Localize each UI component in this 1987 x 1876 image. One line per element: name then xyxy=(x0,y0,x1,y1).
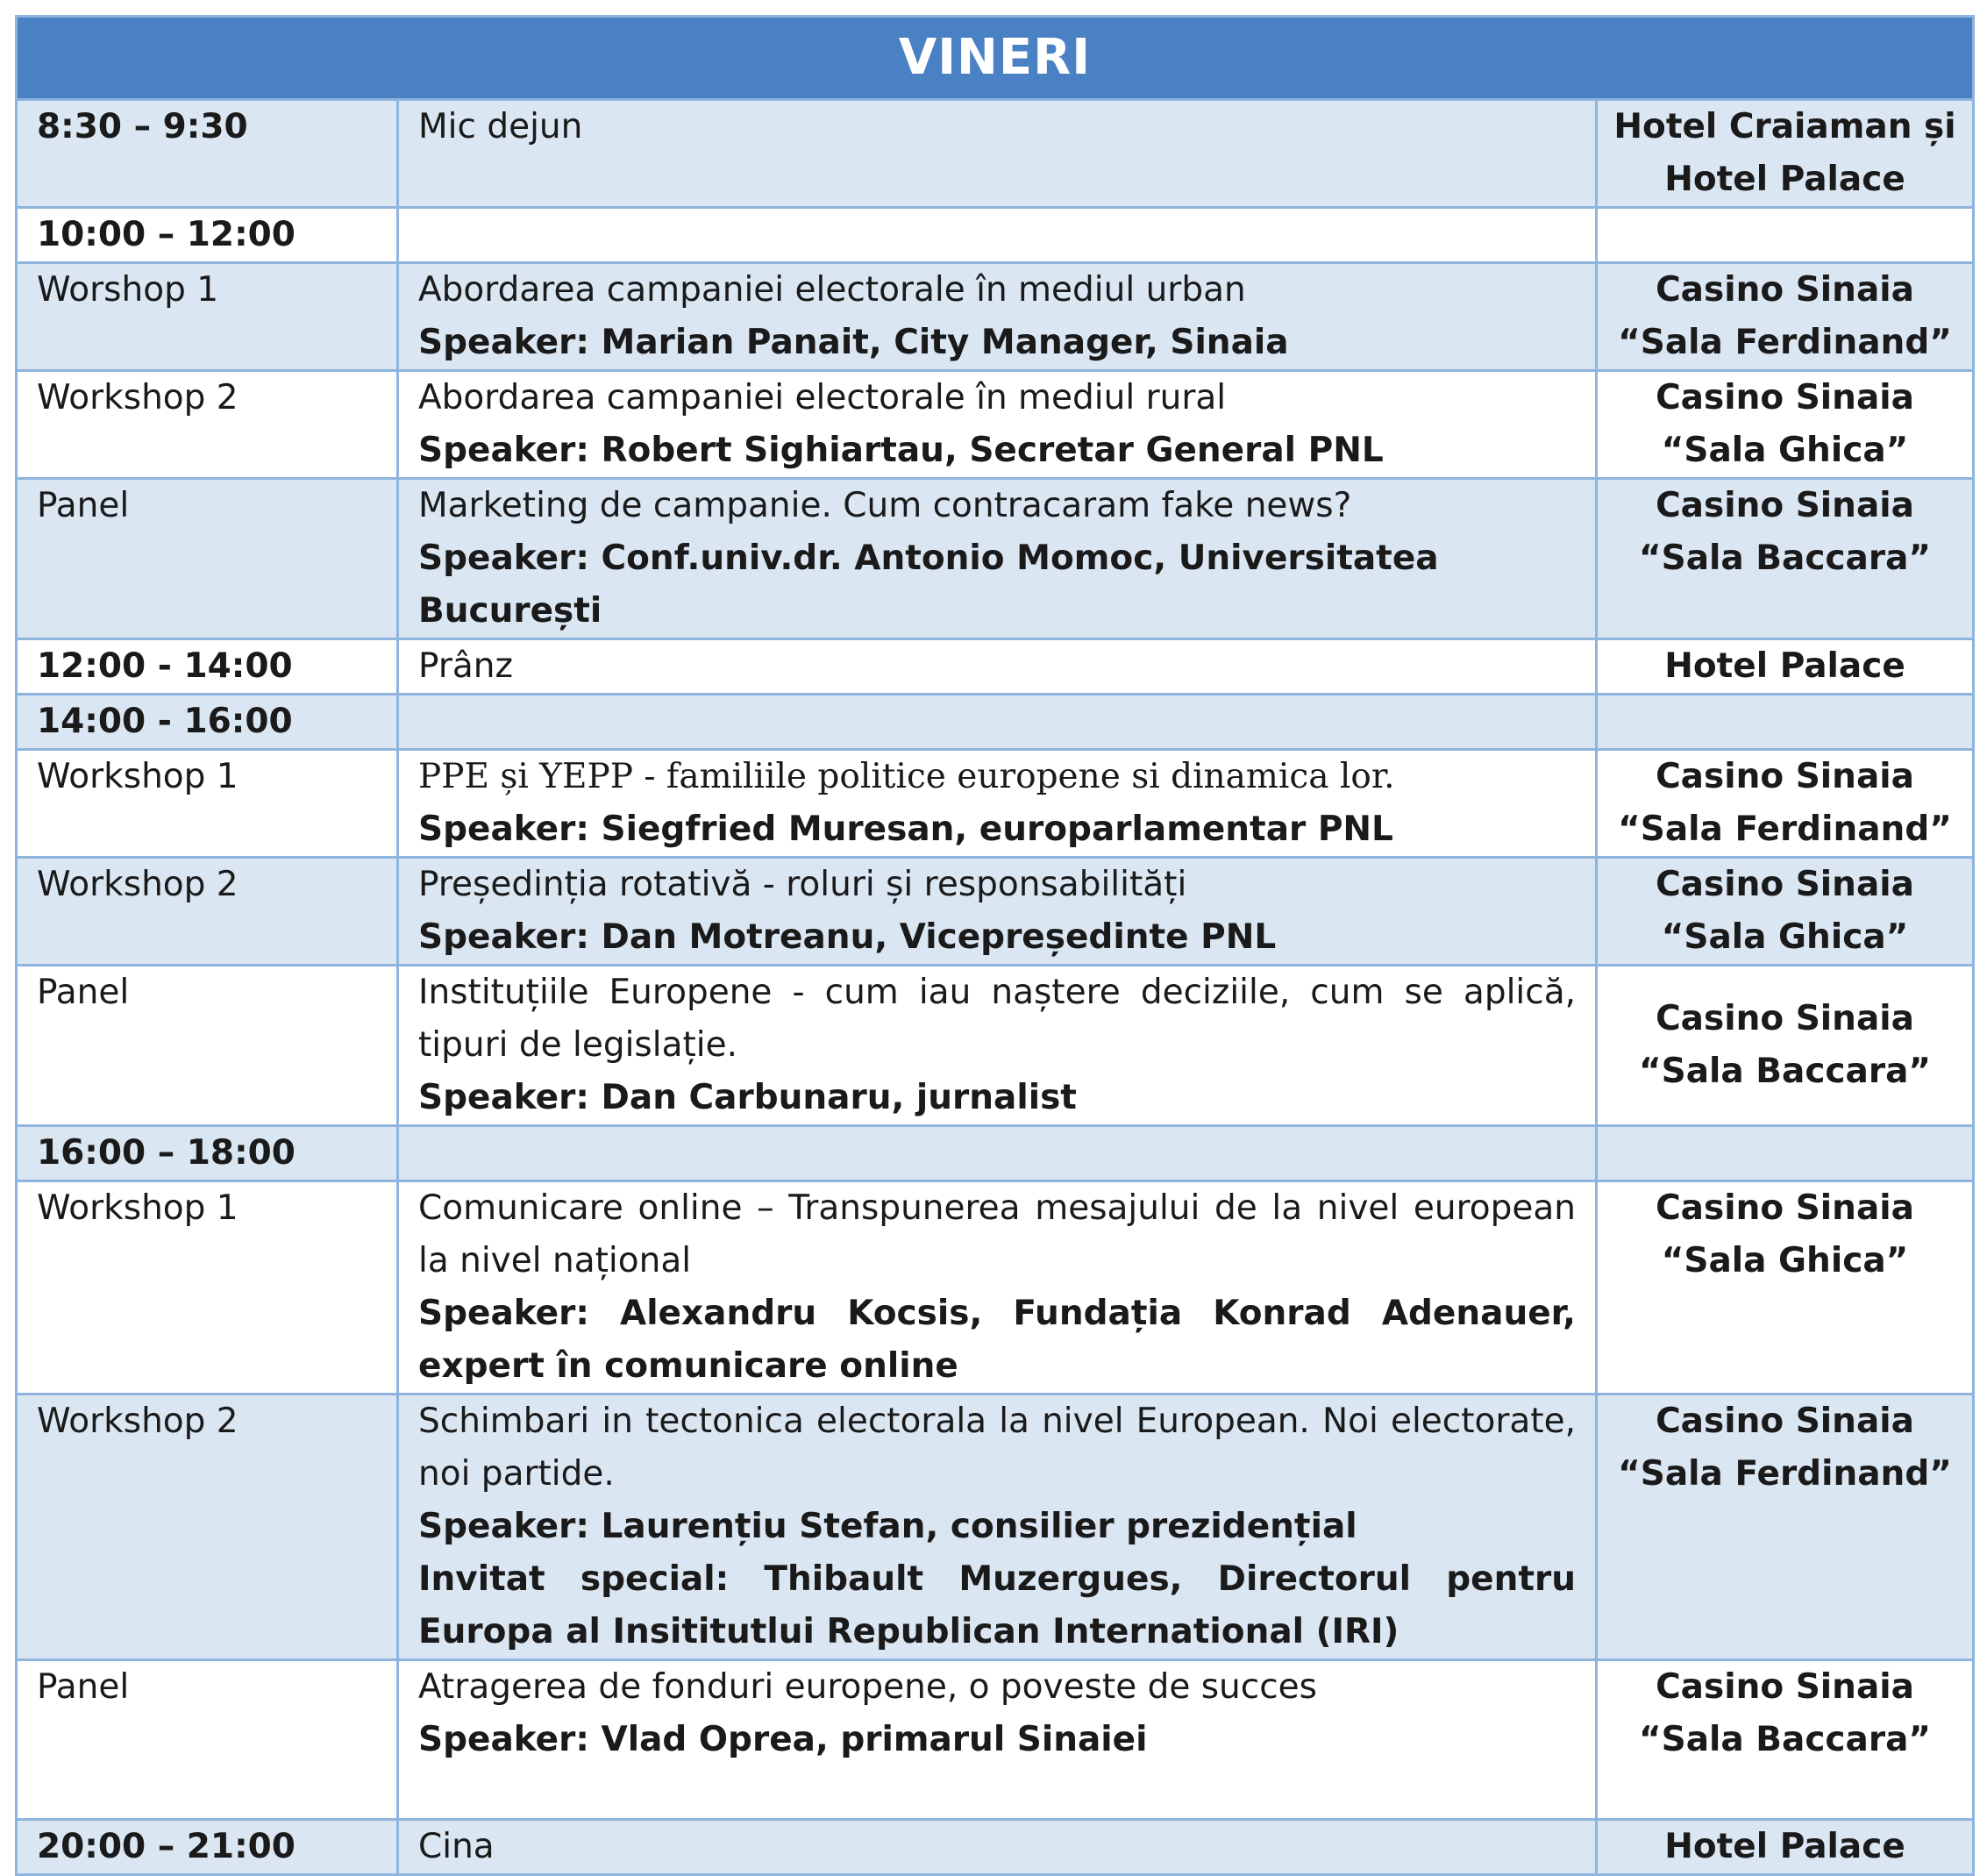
time-cell: Panel xyxy=(17,1660,398,1820)
location-text: Casino Sinaia xyxy=(1656,999,1914,1038)
schedule-row xyxy=(17,1660,1974,1820)
location-cell xyxy=(1597,1660,1974,1820)
location-cell xyxy=(1597,695,1974,750)
activity-cell xyxy=(398,479,1597,639)
activity-text: Instituțiile Europene - cum iau naștere deciziile, cum se aplică, tipuri de legislație. xyxy=(418,973,1576,1065)
location-text: “Sala Baccara” xyxy=(1638,539,1932,578)
activity-text: Abordarea campaniei electorale în mediul urban xyxy=(418,270,1246,310)
time-cell: 8:30 – 9:30 xyxy=(17,100,398,208)
activity-text: Comunicare online – Transpunerea mesajului de la nivel european la nivel național xyxy=(418,1188,1576,1280)
schedule-table xyxy=(15,15,1975,1876)
location-cell xyxy=(1597,479,1974,639)
location-text: “Sala Ghica” xyxy=(1661,1241,1909,1280)
time-cell: Worshop 1 xyxy=(17,263,398,371)
activity-cell xyxy=(398,858,1597,966)
location-cell xyxy=(1597,1820,1974,1875)
activity-text: Mic dejun xyxy=(418,107,583,146)
time-cell: 10:00 – 12:00 xyxy=(17,208,398,263)
activity-text: Cina xyxy=(418,1827,495,1866)
activity-cell xyxy=(398,1181,1597,1395)
activity-cell xyxy=(398,1126,1597,1181)
location-cell xyxy=(1597,1181,1974,1395)
schedule-row xyxy=(17,1181,1974,1395)
location-text: Casino Sinaia xyxy=(1656,1188,1914,1228)
schedule-row xyxy=(17,479,1974,639)
location-text: “Sala Ferdinand” xyxy=(1618,1454,1952,1494)
location-text: Casino Sinaia xyxy=(1656,757,1914,796)
activity-text: PPE și YEPP - familiile politice europene si dinamica lor. xyxy=(418,757,1395,796)
location-cell xyxy=(1597,1395,1974,1660)
schedule-row xyxy=(17,371,1974,479)
activity-text: Președinția rotativă - roluri și responsabilități xyxy=(418,865,1187,904)
speaker-text: Speaker: Vlad Oprea, primarul Sinaiei xyxy=(418,1720,1148,1759)
schedule-row xyxy=(17,966,1974,1126)
speaker-text: Speaker: Laurențiu Stefan, consilier prezidențial xyxy=(418,1507,1357,1546)
time-cell: Panel xyxy=(17,479,398,639)
location-cell xyxy=(1597,1126,1974,1181)
location-cell xyxy=(1597,966,1974,1126)
activity-cell xyxy=(398,1660,1597,1820)
time-cell: Workshop 2 xyxy=(17,1395,398,1660)
schedule-row xyxy=(17,208,1974,263)
schedule-rows xyxy=(17,100,1974,1875)
speaker-text: Speaker: Marian Panait, City Manager, Sinaia xyxy=(418,323,1289,362)
activity-text: Abordarea campaniei electorale în mediul rural xyxy=(418,378,1227,417)
location-text: “Sala Ferdinand” xyxy=(1618,810,1952,849)
location-text: Casino Sinaia xyxy=(1656,1402,1914,1441)
time-cell: Workshop 2 xyxy=(17,371,398,479)
location-cell xyxy=(1597,858,1974,966)
activity-cell xyxy=(398,966,1597,1126)
location-cell xyxy=(1597,371,1974,479)
location-cell xyxy=(1597,263,1974,371)
location-text: Hotel Palace xyxy=(1664,1827,1905,1866)
schedule-row xyxy=(17,1820,1974,1875)
activity-cell xyxy=(398,371,1597,479)
location-text: Hotel Craiaman și xyxy=(1613,107,1956,146)
activity-text: Marketing de campanie. Cum contracaram fake news? xyxy=(418,486,1352,525)
activity-cell xyxy=(398,263,1597,371)
speaker-text: Speaker: Siegfried Muresan, europarlamentar PNL xyxy=(418,810,1393,849)
location-text: Hotel Palace xyxy=(1664,160,1905,199)
activity-cell xyxy=(398,639,1597,695)
location-text: Casino Sinaia xyxy=(1656,1667,1914,1707)
time-cell: 20:00 – 21:00 xyxy=(17,1820,398,1875)
speaker-text: Speaker: Alexandru Kocsis, Fundația Konrad Adenauer, expert în comunicare online xyxy=(418,1294,1576,1386)
location-text: Hotel Palace xyxy=(1664,646,1905,686)
speaker-text: Speaker: Dan Motreanu, Vicepreședinte PNL xyxy=(418,917,1277,957)
schedule-row xyxy=(17,858,1974,966)
activity-text: Prânz xyxy=(418,646,513,686)
activity-cell xyxy=(398,1820,1597,1875)
time-cell: Workshop 1 xyxy=(17,750,398,858)
time-cell: 16:00 – 18:00 xyxy=(17,1126,398,1181)
activity-cell xyxy=(398,750,1597,858)
location-text: “Sala Baccara” xyxy=(1638,1720,1932,1759)
schedule-row xyxy=(17,263,1974,371)
speaker-text: Speaker: Dan Carbunaru, jurnalist xyxy=(418,1078,1077,1117)
schedule-row xyxy=(17,1395,1974,1660)
location-text: Casino Sinaia xyxy=(1656,270,1914,310)
time-cell: Workshop 1 xyxy=(17,1181,398,1395)
activity-cell xyxy=(398,100,1597,208)
activity-text: Schimbari in tectonica electorala la nivel European. Noi electorate, noi partide. xyxy=(418,1402,1576,1494)
schedule-row xyxy=(17,695,1974,750)
location-text: “Sala Ghica” xyxy=(1661,917,1909,957)
location-cell xyxy=(1597,100,1974,208)
location-text: Casino Sinaia xyxy=(1656,486,1914,525)
location-text: Casino Sinaia xyxy=(1656,865,1914,904)
activity-cell xyxy=(398,1395,1597,1660)
activity-cell xyxy=(398,695,1597,750)
time-cell: Workshop 2 xyxy=(17,858,398,966)
location-cell xyxy=(1597,639,1974,695)
speaker-text: Invitat special: Thibault Muzergues, Directorul pentru Europa al Insititutlui Republican International (IRI) xyxy=(418,1559,1576,1651)
time-cell: 14:00 - 16:00 xyxy=(17,695,398,750)
location-text: “Sala Ferdinand” xyxy=(1618,323,1952,362)
location-text: “Sala Baccara” xyxy=(1638,1052,1932,1091)
activity-text: Atragerea de fonduri europene, o poveste de succes xyxy=(418,1667,1317,1707)
time-cell: 12:00 - 14:00 xyxy=(17,639,398,695)
schedule-row xyxy=(17,1126,1974,1181)
speaker-text: Speaker: Robert Sighiartau, Secretar General PNL xyxy=(418,431,1384,470)
speaker-text: Speaker: Conf.univ.dr. Antonio Momoc, Universitatea București xyxy=(418,539,1439,631)
schedule-row xyxy=(17,639,1974,695)
location-text: “Sala Ghica” xyxy=(1661,431,1909,470)
day-title: VINERI xyxy=(17,17,1974,100)
activity-cell xyxy=(398,208,1597,263)
location-text: Casino Sinaia xyxy=(1656,378,1914,417)
time-cell: Panel xyxy=(17,966,398,1126)
schedule-row xyxy=(17,100,1974,208)
location-cell xyxy=(1597,750,1974,858)
location-cell xyxy=(1597,208,1974,263)
schedule-row xyxy=(17,750,1974,858)
